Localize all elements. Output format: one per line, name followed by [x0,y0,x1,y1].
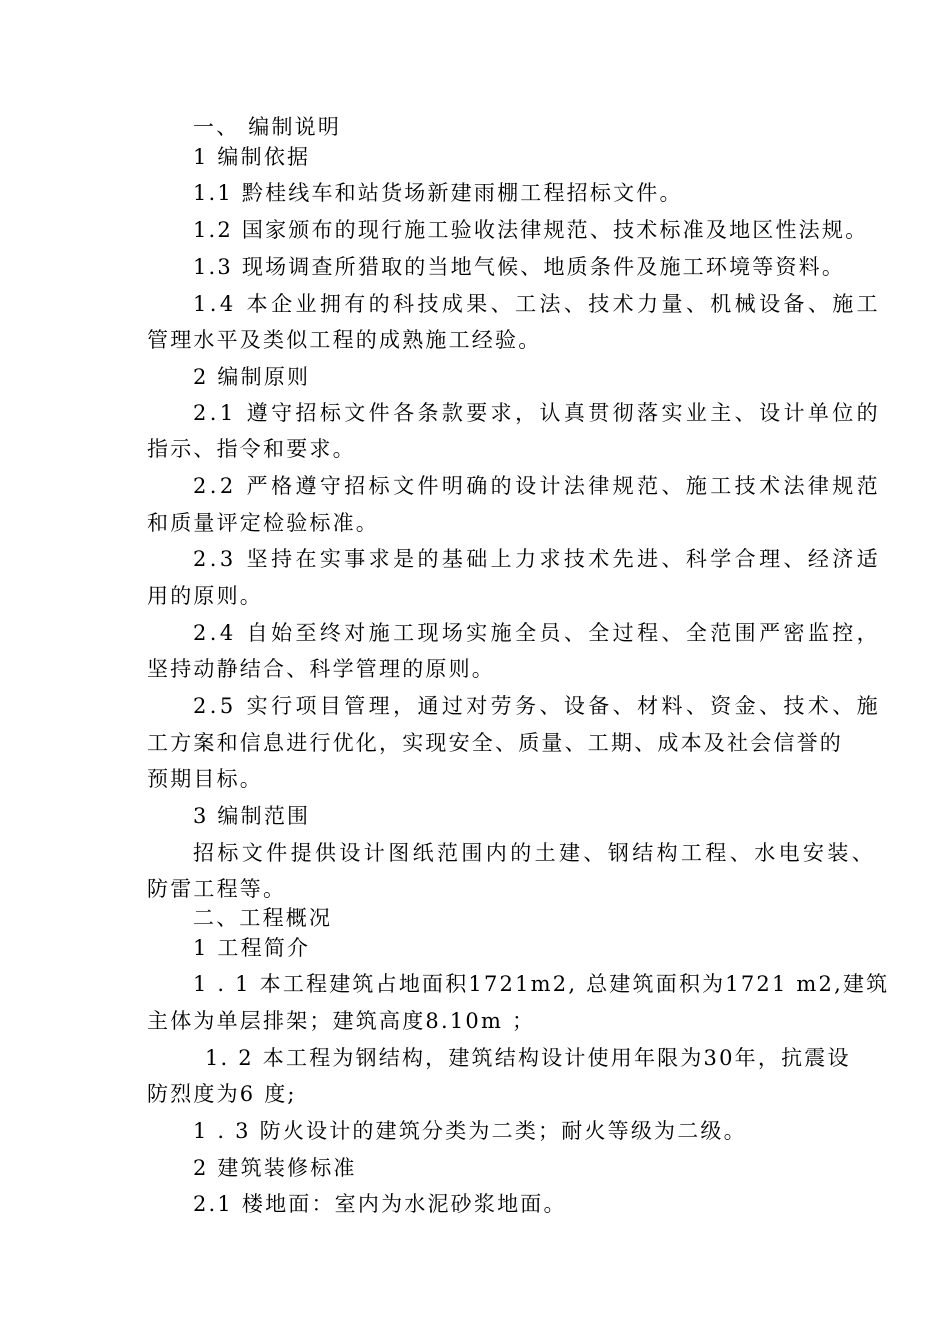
paragraph-line: 2.4 自始至终对施工现场实施全员、全过程、全范围严密监控， [193,621,882,645]
paragraph-line: 预期目标。 [147,767,263,791]
paragraph-line: 主体为单层排架；建筑高度8.10m ； [147,1009,536,1033]
paragraph-line: 1.2 国家颁布的现行施工验收法律规范、技术标准及地区性法规。 [193,218,869,242]
paragraph-line: 防雷工程等。 [147,877,287,901]
paragraph-line: 防烈度为6 度; [147,1082,297,1106]
paragraph-line: 和质量评定检验标准。 [147,511,379,535]
paragraph-line: 1.1 黔桂线车和站货场新建雨棚工程招标文件。 [193,181,683,205]
paragraph-line: 1 . 3 防火设计的建筑分类为二类；耐火等级为二级。 [193,1119,747,1143]
paragraph-line: 坚持动静结合、科学管理的原则。 [147,657,495,681]
paragraph-line: 管理水平及类似工程的成熟施工经验。 [147,328,542,352]
paragraph-line: 2.3 坚持在实事求是的基础上力求技术先进、科学合理、经济适 [193,547,882,571]
paragraph-line: 1.4 本企业拥有的科技成果、工法、技术力量、机械设备、施工 [193,292,882,316]
paragraph-line: 2.5 实行项目管理，通过对劳务、设备、材料、资金、技术、施 [193,694,882,718]
subsection-heading: 1 工程简介 [193,936,311,960]
paragraph-line: 2.1 遵守招标文件各条款要求，认真贯彻落实业主、设计单位的 [193,401,882,425]
subsection-heading: 3 编制范围 [193,804,311,828]
paragraph-line: 工方案和信息进行优化，实现安全、质量、工期、成本及社会信誉的 [147,731,843,755]
paragraph-line: 指示、指令和要求。 [147,437,356,461]
paragraph-line: 用的原则。 [147,584,263,608]
paragraph-line: 1. 2 本工程为钢结构，建筑结构设计使用年限为30年，抗震设 [205,1046,851,1070]
section-heading-1: 一、 编制说明 [193,115,342,139]
subsection-heading: 1 编制依据 [193,145,311,169]
paragraph-line: 1 . 1 本工程建筑占地面积1721m2, 总建筑面积为1721 m2,建筑 [193,972,890,996]
paragraph-line: 1.3 现场调查所猎取的当地气候、地质条件及施工环境等资料。 [193,255,846,279]
subsection-heading: 2 建筑装修标准 [193,1156,357,1180]
paragraph-line: 招标文件提供设计图纸范围内的土建、钢结构工程、水电安装、 [193,841,877,865]
subsection-heading: 2 编制原则 [193,365,311,389]
paragraph-line: 2.2 严格遵守招标文件明确的设计法律规范、施工技术法律规范 [193,474,882,498]
section-heading-2: 二、工程概况 [193,906,333,930]
paragraph-line: 2.1 楼地面：室内为水泥砂浆地面。 [193,1192,567,1216]
